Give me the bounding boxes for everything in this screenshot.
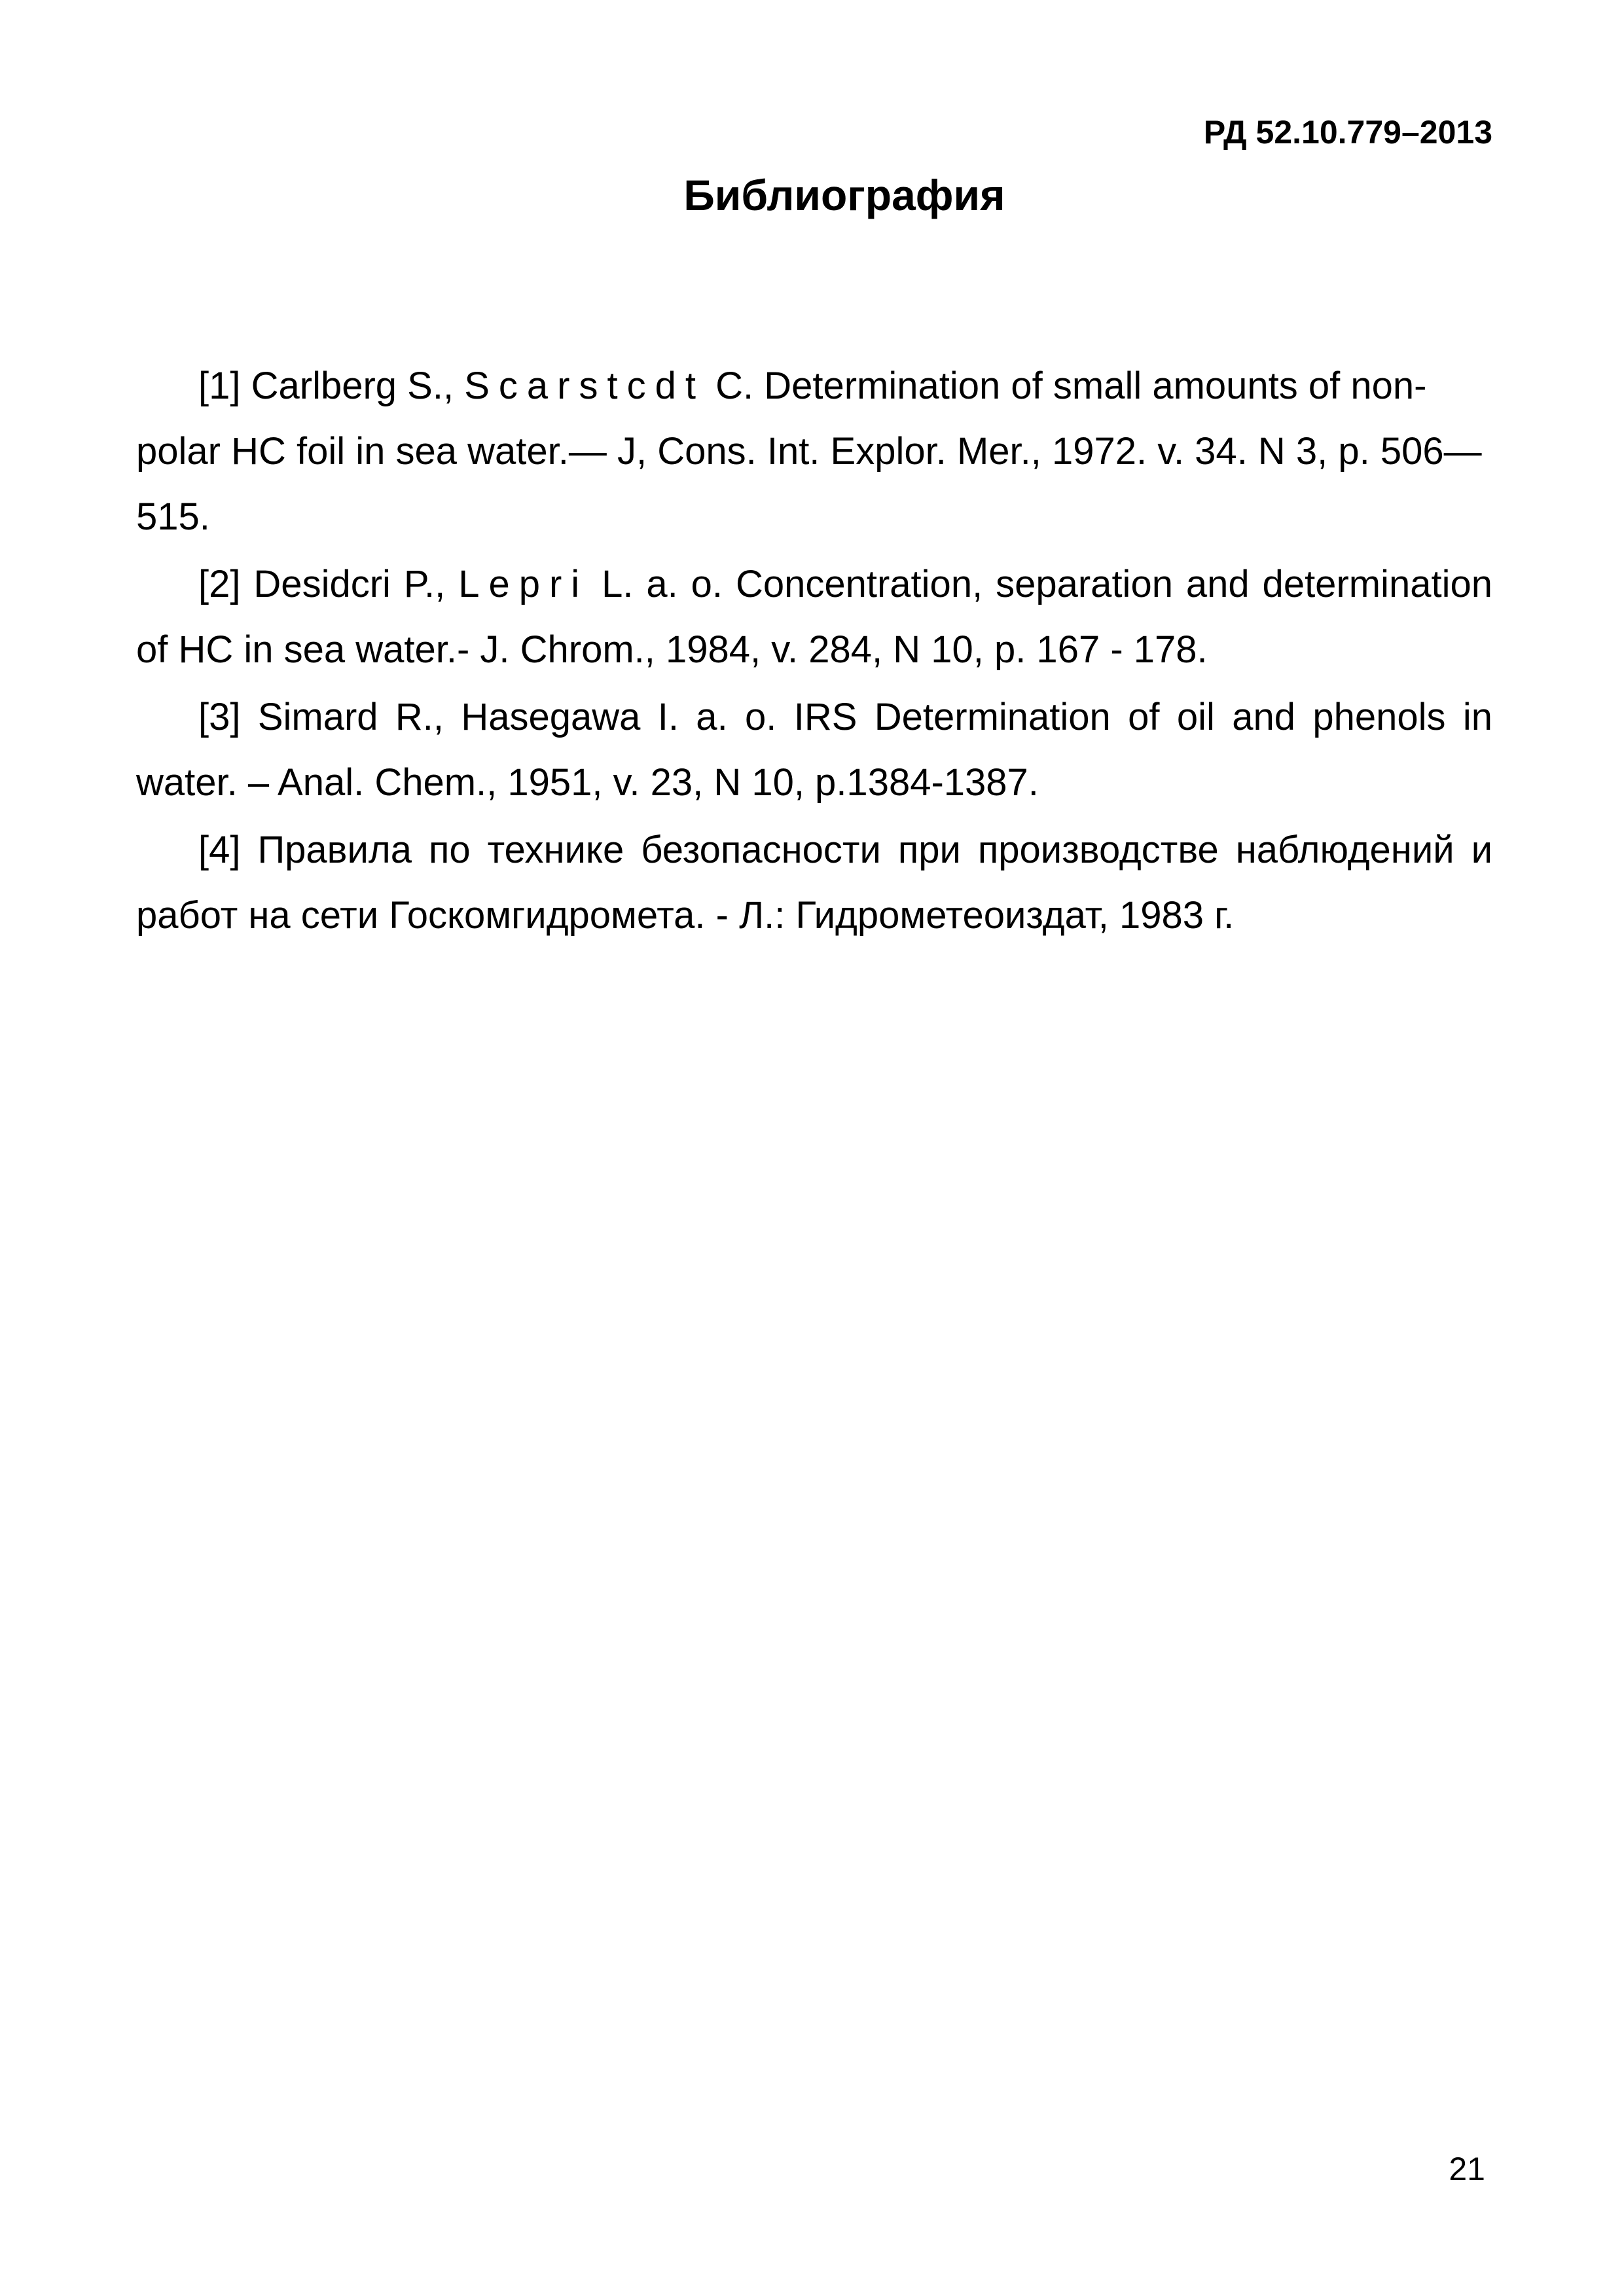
- reference-text: Правила по технике безопасности при производстве наблюдений и работ на сети Госкомгидромета. - Л.: Гидрометеоиздат, 1983 г.: [136, 829, 1492, 937]
- reference-text: Simard R., Hasegawa I. a. o. IRS Determination of oil and phenols in water. – Anal. Chem., 1951, v. 23, N 10, p.1384-1387.: [136, 696, 1492, 804]
- bibliography-list: [136, 353, 1492, 950]
- reference-author-initial: C.: [715, 365, 754, 407]
- reference-number: [2]: [198, 563, 241, 605]
- reference-number: [1]: [198, 365, 241, 407]
- bibliography-item-2: [136, 552, 1492, 683]
- reference-author-spaced: Lepri: [458, 563, 589, 605]
- document-code: РД 52.10.779–2013: [1203, 114, 1492, 151]
- reference-author-spaced: Scarstcdt: [464, 365, 705, 407]
- bibliography-item-4: [136, 817, 1492, 948]
- reference-number: [3]: [198, 696, 241, 738]
- bibliography-item-1: [136, 353, 1492, 550]
- reference-text: Determination of small amounts of non-polar HC foil in sea water.— J, Cons. Int. Explor. Mer., 1972. v. 34. N 3, p. 506—515.: [136, 365, 1482, 538]
- page-title: Библиография: [683, 171, 1005, 219]
- reference-text: a. o. Concentration, separation and determination of HC in sea water.- J. Chrom., 1984, v. 284, N 10, p. 167 - 178.: [136, 563, 1492, 671]
- reference-number: [4]: [198, 829, 241, 871]
- reference-author: Desidcri P.,: [253, 563, 446, 605]
- reference-author: Carlberg S.,: [251, 365, 454, 407]
- reference-author-initial: L.: [602, 563, 634, 605]
- page-number: 21: [1449, 2151, 1485, 2187]
- bibliography-item-3: [136, 685, 1492, 816]
